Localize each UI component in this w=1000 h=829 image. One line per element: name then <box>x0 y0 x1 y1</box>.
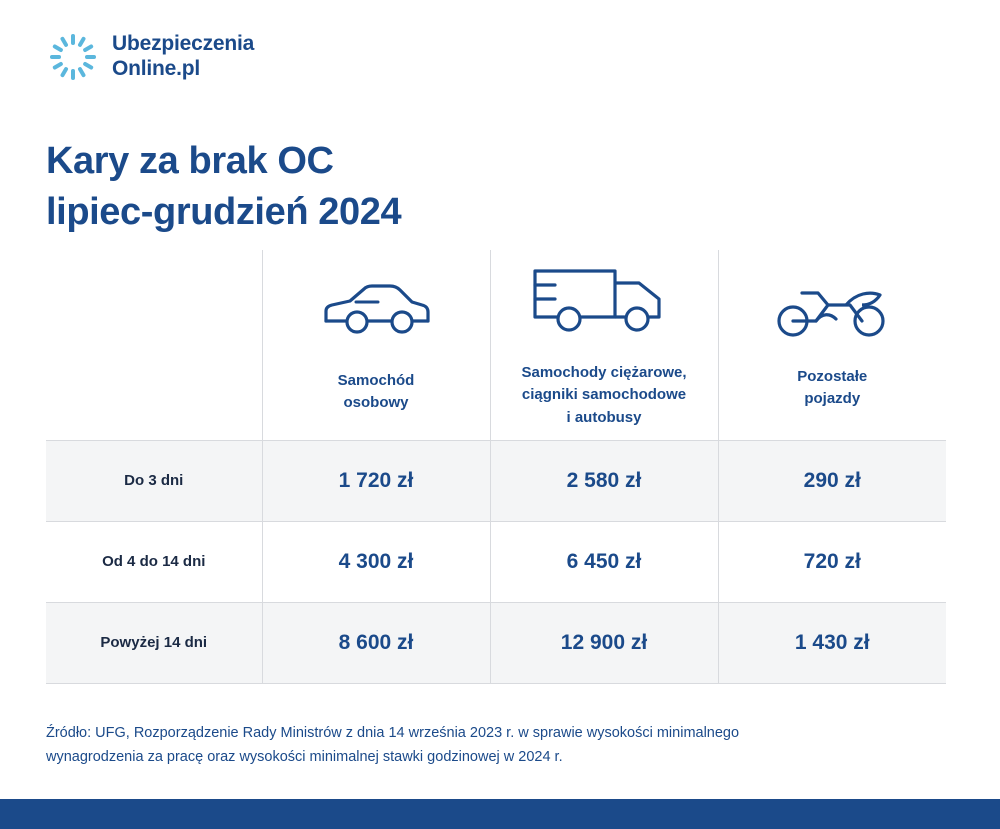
source-line2: wynagrodzenia za pracę oraz wysokości minimalnej stawki godzinowej w 2024 r. <box>46 748 563 765</box>
table-row <box>46 602 946 683</box>
column-header-car-label <box>338 372 415 412</box>
truck-icon <box>491 261 718 344</box>
page-title <box>46 136 401 239</box>
source-note <box>46 722 926 770</box>
column-header-truck-label <box>521 364 686 426</box>
table-row <box>46 521 946 602</box>
column-header-truck <box>490 250 718 440</box>
bottom-bar <box>0 799 1000 829</box>
truck-label-line3: i autobusy <box>566 408 642 426</box>
table-corner-cell <box>46 250 262 440</box>
cell-r2c1: 4 300 zł <box>262 521 490 602</box>
cell-r1c3: 290 zł <box>718 440 946 521</box>
car-label-line2: osobowy <box>343 394 409 412</box>
cell-r3c3: 1 430 zł <box>718 602 946 683</box>
cell-r1c1: 1 720 zł <box>262 440 490 521</box>
sunburst-logo-icon <box>46 30 100 84</box>
other-label-line1: Pozostałe <box>797 367 868 385</box>
cell-r3c2: 12 900 zł <box>490 602 718 683</box>
brand-logo[interactable] <box>46 30 254 84</box>
brand-name-line1: Ubezpieczenia <box>112 32 255 56</box>
column-header-other <box>718 250 946 440</box>
cell-r2c2: 6 450 zł <box>490 521 718 602</box>
table-row <box>46 440 946 521</box>
cell-r3c1: 8 600 zł <box>262 602 490 683</box>
row-label-1: Do 3 dni <box>46 440 262 521</box>
motorcycle-icon <box>719 279 947 348</box>
truck-label-line2: ciągniki samochodowe <box>521 386 687 403</box>
column-header-car <box>262 250 490 440</box>
table-header-row <box>46 250 946 440</box>
brand-name <box>112 32 254 82</box>
page-title-line2: lipiec-grudzień 2024 <box>46 191 402 234</box>
brand-name-line2: Online.pl <box>112 57 201 80</box>
column-header-other-label <box>797 368 867 408</box>
penalties-table <box>46 250 946 684</box>
car-label-line1: Samochód <box>337 371 415 389</box>
row-label-3: Powyżej 14 dni <box>46 602 262 683</box>
other-label-line2: pojazdy <box>804 390 861 408</box>
page-title-line1: Kary za brak OC <box>46 140 334 182</box>
car-icon <box>263 275 490 352</box>
source-line1: Źródło: UFG, Rozporządzenie Rady Ministrów z dnia 14 września 2023 r. w sprawie wysokości minimalnego <box>46 725 740 741</box>
cell-r1c2: 2 580 zł <box>490 440 718 521</box>
row-label-2: Od 4 do 14 dni <box>46 521 262 602</box>
truck-label-line1: Samochody ciężarowe, <box>521 363 687 381</box>
cell-r2c3: 720 zł <box>718 521 946 602</box>
